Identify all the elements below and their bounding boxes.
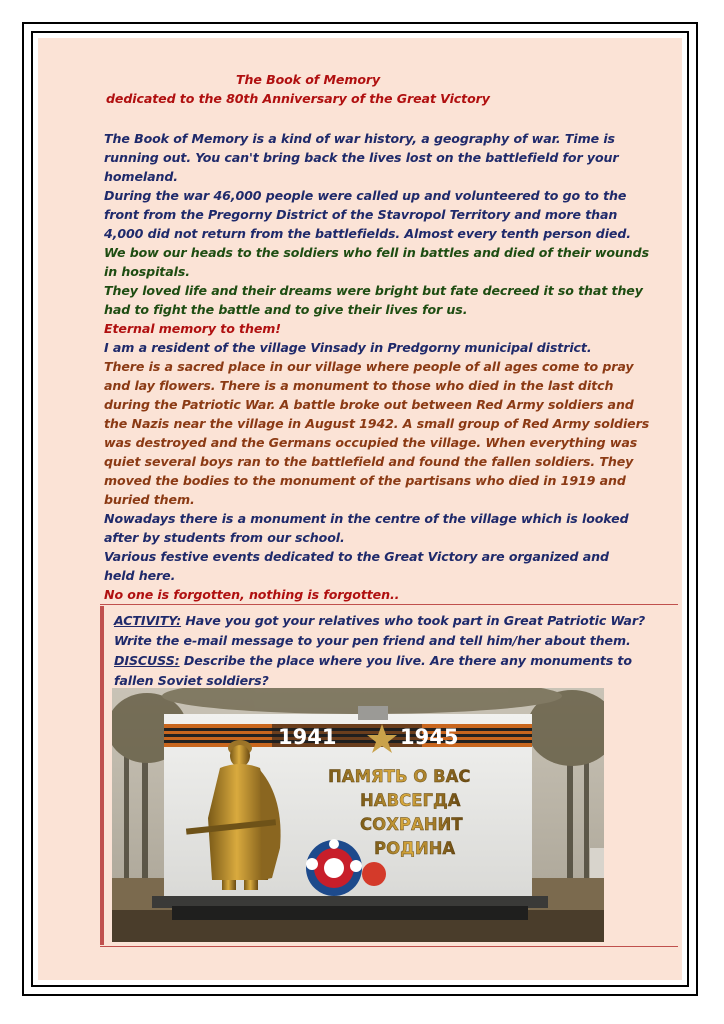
discuss-line-1 bbox=[114, 652, 632, 671]
text-line: running out. You can't bring back the lives lost on the battlefield for your bbox=[104, 150, 619, 165]
activity-bottom-rule bbox=[100, 946, 678, 947]
text-line: During the war 46,000 people were called up and volunteered to go to the bbox=[104, 188, 627, 203]
text-line: The Book of Memory is a kind of war history, a geography of war. Time is bbox=[104, 131, 615, 146]
text-line: had to fight the battle and to give their lives for us. bbox=[104, 302, 468, 317]
text-line: held here. bbox=[104, 568, 176, 583]
text-line: the Nazis near the village in August 1942. A small group of Red Army soldiers bbox=[104, 416, 650, 431]
text-line: There is a sacred place in our village where people of all ages come to pray bbox=[104, 359, 634, 374]
inscription-line: НАВСЕГДА bbox=[360, 791, 461, 810]
text-line: quiet several boys ran to the battlefield and found the fallen soldiers. They bbox=[104, 454, 634, 469]
activity-top-rule bbox=[100, 604, 678, 605]
text-line: after by students from our school. bbox=[104, 530, 345, 545]
text-line: and lay flowers. There is a monument to those who died in the last ditch bbox=[104, 378, 614, 393]
text-line: buried them. bbox=[104, 492, 195, 507]
text-line: They loved life and their dreams were bright but fate decreed it so that they bbox=[104, 283, 643, 298]
activity-line-1 bbox=[114, 612, 645, 631]
discuss-label: DISCUSS: bbox=[114, 653, 180, 668]
activity-left-bar bbox=[100, 606, 104, 945]
text-line: 4,000 did not return from the battlefields. Almost every tenth person died. bbox=[104, 226, 631, 241]
inscription-line: РОДИНА bbox=[374, 839, 456, 858]
text-line: Nowadays there is a monument in the centre of the village which is looked bbox=[104, 511, 629, 526]
activity-line-2: Write the e-mail message to your pen friend and tell him/her about them. bbox=[114, 633, 631, 648]
house bbox=[590, 848, 604, 878]
activity-label: ACTIVITY: bbox=[114, 613, 182, 628]
discuss-text: Describe the place where you live. Are there any monuments to bbox=[179, 653, 632, 668]
discuss-line-2: fallen Soviet soldiers? bbox=[114, 673, 269, 688]
text-line: during the Patriotic War. A battle broke out between Red Army soldiers and bbox=[104, 397, 634, 412]
inscription-line: СОХРАНИТ bbox=[360, 815, 463, 834]
year-end: 1945 bbox=[400, 725, 459, 749]
text-line: front from the Pregorny District of the Stavropol Territory and more than bbox=[104, 207, 618, 222]
text-line: Eternal memory to them! bbox=[104, 321, 281, 336]
monument-photo bbox=[112, 688, 604, 942]
text-line: was destroyed and the Germans occupied the village. When everything was bbox=[104, 435, 638, 450]
text-line: homeland. bbox=[104, 169, 178, 184]
text-line: No one is forgotten, nothing is forgotten.. bbox=[104, 587, 400, 602]
page-subtitle: dedicated to the 80th Anniversary of the Great Victory bbox=[106, 91, 490, 106]
text-line: I am a resident of the village Vinsady in Predgorny municipal district. bbox=[104, 340, 592, 355]
text-line: We bow our heads to the soldiers who fell in battles and died of their wounds bbox=[104, 245, 649, 260]
text-line: in hospitals. bbox=[104, 264, 190, 279]
year-start: 1941 bbox=[278, 725, 337, 749]
page-title: The Book of Memory bbox=[236, 72, 381, 87]
text-line: Various festive events dedicated to the Great Victory are organized and bbox=[104, 549, 609, 564]
activity-text: Have you got your relatives who took part in Great Patriotic War? bbox=[181, 613, 646, 628]
inscription-line: ПАМЯТЬ О ВАС bbox=[328, 767, 471, 786]
text-line: moved the bodies to the monument of the partisans who died in 1919 and bbox=[104, 473, 626, 488]
